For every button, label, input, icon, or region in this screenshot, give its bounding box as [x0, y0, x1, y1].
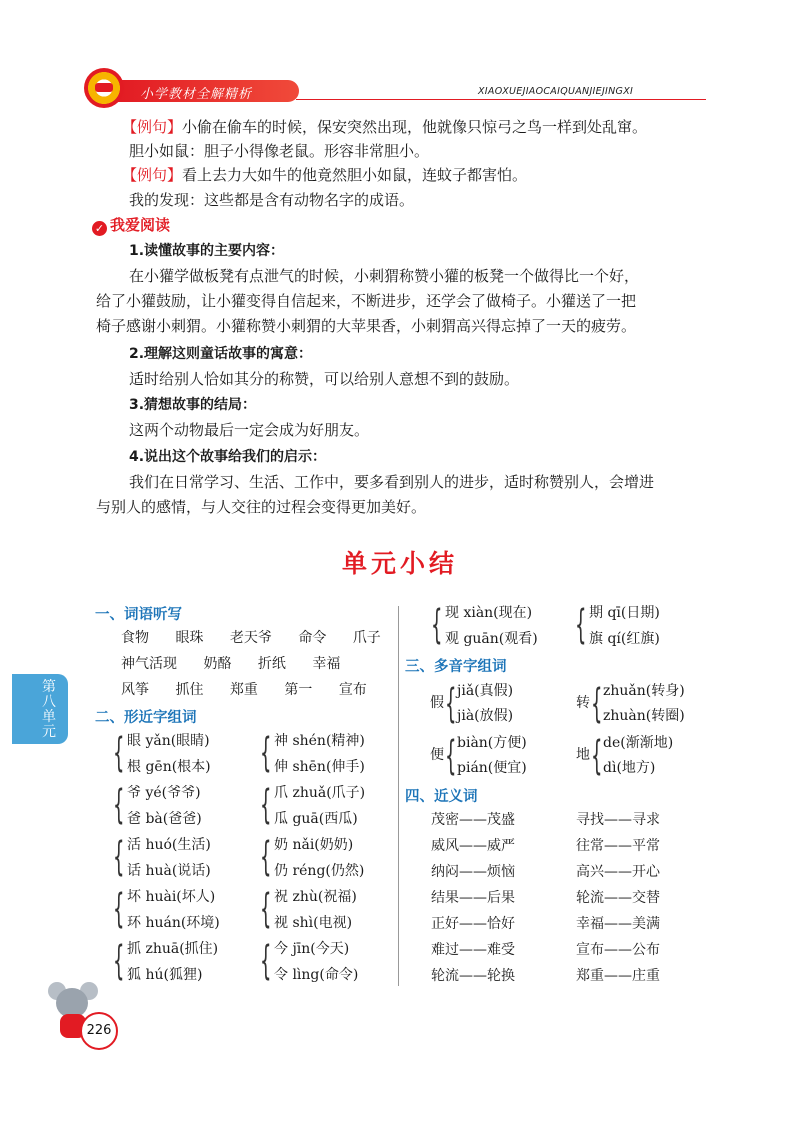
polyphone-char: 便 — [430, 747, 444, 763]
synonym-pair: 轮流——交替 — [576, 890, 660, 906]
reading-question-4: 4.说出这个故事给我们的启示： — [129, 449, 327, 465]
polyphone-reading: dì(地方) — [603, 760, 656, 776]
unit-side-tab-label: 第八单元 — [42, 679, 56, 740]
polyphone-char: 地 — [576, 747, 590, 763]
unit-summary-title: 单元小结 — [341, 549, 458, 578]
word-list-row: 风筝 抓住 郑重 第一 宣布 — [121, 682, 367, 698]
similar-char-item: 神 shén(精神) — [274, 733, 365, 749]
similar-char-item: 爷 yé(爷爷) — [127, 785, 201, 801]
similar-char-item: 今 jīn(今天) — [274, 941, 350, 957]
check-icon: ✓ — [92, 221, 107, 236]
similar-char-item: 活 huó(生活) — [127, 837, 211, 853]
similar-char-item: 旗 qí(红旗) — [589, 631, 660, 647]
brace: { — [431, 602, 443, 648]
brace: { — [445, 733, 457, 779]
brace: { — [113, 782, 125, 828]
unit-side-tab — [12, 674, 68, 744]
reading-answer-4-line-2: 与别人的感情，与人交往的过程会变得更加美好。 — [96, 498, 427, 516]
similar-char-item: 奶 nǎi(奶奶) — [274, 837, 354, 853]
discovery-line: 我的发现：这些都是含有动物名字的成语。 — [129, 191, 415, 209]
similar-char-item: 根 gēn(根本) — [127, 759, 211, 775]
brace: { — [260, 782, 272, 828]
brace: { — [260, 886, 272, 932]
brace: { — [591, 733, 603, 779]
header-rule — [296, 99, 706, 100]
synonym-pair: 威风——威严 — [431, 838, 515, 854]
polyphone-reading: pián(便宜) — [457, 760, 527, 776]
polyphone-reading: biàn(方便) — [457, 735, 527, 751]
reading-heading: ✓ 我爱阅读 — [92, 214, 170, 236]
word-list-row: 食物 眼珠 老天爷 命令 爪子 — [121, 630, 381, 646]
synonym-pair: 茂密——茂盛 — [431, 812, 515, 828]
reading-question-2: 2.理解这则童话故事的寓意： — [129, 346, 313, 362]
reading-answer-1-line-2: 给了小獾鼓励，让小獾变得自信起来，不断进步，还学会了做椅子。小獾送了一把 — [96, 292, 637, 310]
polyphone-char: 转 — [576, 695, 590, 711]
section-3-title: 三、多音字组词 — [405, 659, 507, 675]
brace: { — [260, 834, 272, 880]
brace: { — [113, 730, 125, 776]
brace: { — [113, 834, 125, 880]
brace: { — [575, 602, 587, 648]
polyphone-char: 假 — [430, 695, 444, 711]
synonym-pair: 往常——平常 — [576, 838, 660, 854]
section-2-title: 二、形近字组词 — [95, 710, 197, 726]
synonym-pair: 宣布——公布 — [576, 942, 660, 958]
similar-char-item: 令 lìng(命令) — [274, 967, 359, 983]
reading-answer-1-line-3: 椅子感谢小刺猬。小獾称赞小刺猬的大苹果香，小刺猬高兴得忘掉了一天的疲劳。 — [96, 317, 637, 335]
book-logo-icon — [84, 68, 124, 108]
page-number: 226 — [80, 1012, 118, 1050]
polyphone-reading: zhuǎn(转身) — [603, 683, 685, 699]
word-list-row: 神气活现 奶酪 折纸 幸福 — [121, 656, 341, 672]
reading-answer-2: 适时给别人恰如其分的称赞，可以给别人意想不到的鼓励。 — [129, 370, 520, 388]
similar-char-item: 狐 hú(狐狸) — [127, 967, 203, 983]
section-1-title: 一、词语听写 — [95, 607, 182, 623]
synonym-pair: 正好——恰好 — [431, 916, 515, 932]
brace: { — [113, 938, 125, 984]
polyphone-reading: jiǎ(真假) — [457, 683, 514, 699]
reading-answer-3: 这两个动物最后一定会成为好朋友。 — [129, 421, 370, 439]
similar-char-item: 爸 bà(爸爸) — [127, 811, 202, 827]
similar-char-item: 视 shì(电视) — [274, 915, 353, 931]
column-divider — [398, 606, 399, 986]
example-label: 【例句】 — [122, 166, 183, 184]
synonym-pair: 纳闷——烦恼 — [431, 864, 515, 880]
synonym-pair: 结果——后果 — [431, 890, 515, 906]
similar-char-item: 抓 zhuā(抓住) — [127, 941, 219, 957]
synonym-pair: 高兴——开心 — [576, 864, 660, 880]
synonym-pair: 难过——难受 — [431, 942, 515, 958]
reading-answer-4-line-1: 我们在日常学习、生活、工作中，要多看到别人的进步，适时称赞别人，会增进 — [129, 473, 655, 491]
similar-char-item: 眼 yǎn(眼睛) — [127, 733, 210, 749]
polyphone-reading: de(渐渐地) — [603, 735, 674, 751]
header-pinyin-title: XIAOXUEJIAOCAIQUANJIEJINGXI — [478, 86, 634, 97]
similar-char-item: 瓜 guā(西瓜) — [274, 811, 358, 827]
synonym-pair: 幸福——美满 — [576, 916, 660, 932]
similar-char-item: 坏 huài(坏人) — [127, 889, 216, 905]
brace: { — [113, 886, 125, 932]
brace: { — [591, 681, 603, 727]
similar-char-item: 祝 zhù(祝福) — [274, 889, 357, 905]
similar-char-item: 环 huán(环境) — [127, 915, 220, 931]
reading-question-3: 3.猜想故事的结局： — [129, 397, 257, 413]
brace: { — [260, 730, 272, 776]
similar-char-item: 话 huà(说话) — [127, 863, 211, 879]
similar-char-item: 期 qī(日期) — [589, 605, 660, 621]
brace: { — [260, 938, 272, 984]
similar-char-item: 观 guān(观看) — [445, 631, 538, 647]
example-sentence-1: 【例句】小偷在偷车的时候，保安突然出现，他就像只惊弓之鸟一样到处乱窜。 — [122, 118, 648, 136]
reading-question-1: 1.读懂故事的主要内容： — [129, 243, 285, 259]
polyphone-reading: zhuàn(转圈) — [603, 708, 685, 724]
example-sentence-2: 【例句】看上去力大如牛的他竟然胆小如鼠，连蚊子都害怕。 — [122, 166, 528, 184]
reading-answer-1-line-1: 在小獾学做板凳有点泄气的时候，小刺猬称赞小獾的板凳一个做得比一个好， — [129, 267, 640, 285]
similar-char-item: 爪 zhuǎ(爪子) — [274, 785, 366, 801]
example-label: 【例句】 — [122, 118, 183, 136]
header-title: 小学教材全解精析 — [140, 87, 253, 102]
brace: { — [445, 681, 457, 727]
idiom-definition: 胆小如鼠：胆子小得像老鼠。形容非常胆小。 — [129, 142, 430, 160]
similar-char-item: 仍 réng(仍然) — [274, 863, 365, 879]
synonym-pair: 轮流——轮换 — [431, 968, 515, 984]
similar-char-item: 现 xiàn(现在) — [445, 605, 533, 621]
polyphone-reading: jià(放假) — [457, 708, 514, 724]
similar-char-item: 伸 shēn(伸手) — [274, 759, 365, 775]
synonym-pair: 寻找——寻求 — [576, 812, 660, 828]
section-4-title: 四、近义词 — [405, 789, 478, 805]
synonym-pair: 郑重——庄重 — [576, 968, 660, 984]
